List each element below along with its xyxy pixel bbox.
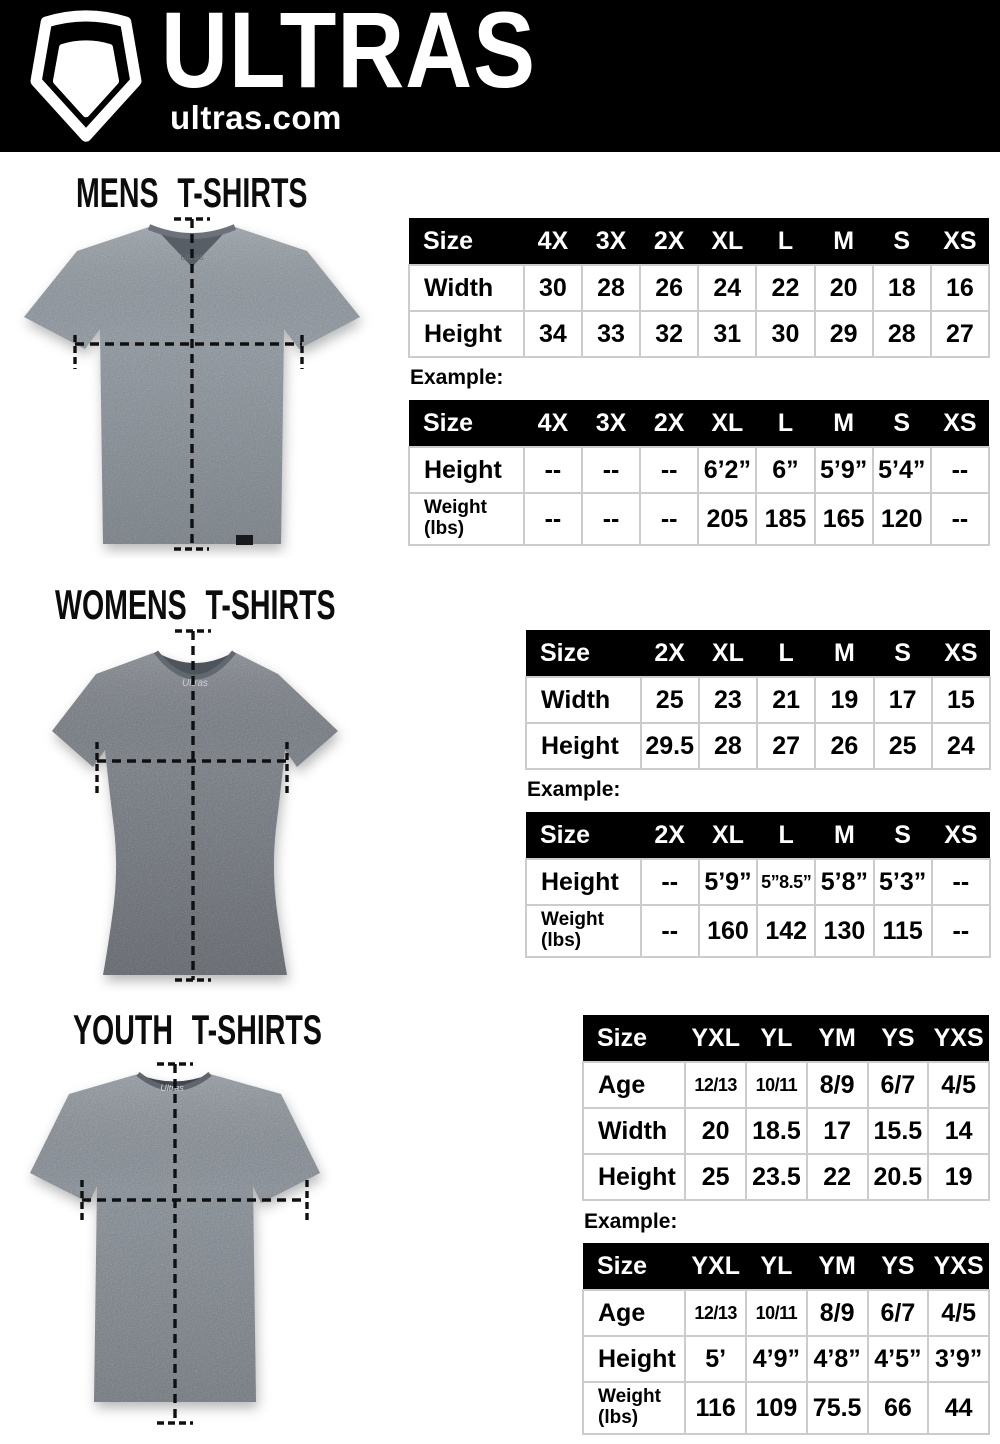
cell-value: 26 — [640, 265, 698, 311]
size-header-cell: M — [815, 218, 873, 265]
size-header-cell: L — [756, 218, 814, 265]
size-header-cell: M — [815, 400, 873, 447]
cell-value: 25 — [874, 723, 932, 769]
cell-value: 8/9 — [807, 1290, 868, 1336]
size-header-cell: 2X — [640, 218, 698, 265]
cell-value: 142 — [757, 905, 815, 957]
row-label: Width — [526, 677, 641, 723]
cell-value: 22 — [756, 265, 814, 311]
size-header-cell: XS — [931, 400, 989, 447]
cell-value: 4/5 — [928, 1062, 989, 1108]
cell-value: 16 — [931, 265, 989, 311]
cell-value: 15 — [932, 677, 990, 723]
mens-hem-tag — [236, 535, 253, 545]
ultras-shield-icon — [30, 6, 142, 144]
mens-size-table — [408, 218, 990, 358]
cell-value: 23 — [699, 677, 757, 723]
size-header-cell: 2X — [641, 812, 699, 859]
cell-value: 27 — [757, 723, 815, 769]
row-label: Weight (lbs) — [409, 493, 524, 545]
size-header-cell: XS — [932, 812, 990, 859]
cell-value: -- — [524, 493, 582, 545]
cell-value: 21 — [757, 677, 815, 723]
cell-value: 17 — [807, 1108, 868, 1154]
size-header-cell: L — [757, 812, 815, 859]
row-label: Height — [583, 1336, 685, 1382]
brand-wordmark: ULTRAS — [161, 0, 536, 110]
cell-value: 20.5 — [868, 1154, 929, 1200]
cell-value: -- — [582, 447, 640, 493]
table-row — [583, 1062, 989, 1108]
size-header-cell: S — [873, 400, 931, 447]
size-column-header: Size — [583, 1243, 685, 1290]
cell-value: -- — [931, 447, 989, 493]
cell-value: 34 — [524, 311, 582, 357]
table-row — [526, 677, 990, 723]
size-header-cell: L — [757, 630, 815, 677]
table-row — [526, 723, 990, 769]
mens-tshirt-image — [8, 213, 393, 558]
size-chart-table — [582, 1243, 990, 1435]
cell-value: 28 — [582, 265, 640, 311]
cell-value: 30 — [756, 311, 814, 357]
size-column-header: Size — [409, 218, 524, 265]
cell-value: -- — [931, 493, 989, 545]
cell-value: 30 — [524, 265, 582, 311]
cell-value: 205 — [698, 493, 756, 545]
size-column-header: Size — [583, 1015, 685, 1062]
cell-value: 4/5 — [928, 1290, 989, 1336]
youth-example-table — [582, 1243, 990, 1435]
row-label: Width — [409, 265, 524, 311]
womens-size-table — [525, 630, 991, 770]
youth-size-table — [582, 1015, 990, 1201]
table-row — [409, 311, 989, 357]
size-header-cell: XL — [698, 218, 756, 265]
table-row — [409, 447, 989, 493]
table-header-row — [583, 1243, 989, 1290]
size-header-cell: 4X — [524, 400, 582, 447]
cell-value: 8/9 — [807, 1062, 868, 1108]
womens-neck-label: Ultras — [181, 678, 209, 689]
cell-value: 5’9” — [699, 859, 757, 905]
cell-value: 5’9” — [815, 447, 873, 493]
cell-value: -- — [641, 859, 699, 905]
section-title-womens: WOMENS T-SHIRTS — [55, 581, 336, 628]
cell-value: 25 — [685, 1154, 746, 1200]
size-column-header: Size — [409, 400, 524, 447]
cell-value: 24 — [932, 723, 990, 769]
cell-value: 29 — [815, 311, 873, 357]
cell-value: 10/11 — [746, 1290, 807, 1336]
size-header-cell: YS — [868, 1243, 929, 1290]
size-header-cell: YXS — [928, 1243, 989, 1290]
cell-value: 26 — [815, 723, 873, 769]
cell-value: -- — [640, 493, 698, 545]
row-label: Weight (lbs) — [583, 1382, 685, 1434]
table-header-row — [583, 1015, 989, 1062]
cell-value: 32 — [640, 311, 698, 357]
size-header-cell: YS — [868, 1015, 929, 1062]
cell-value: 75.5 — [807, 1382, 868, 1434]
size-header-cell: YM — [807, 1015, 868, 1062]
cell-value: 115 — [874, 905, 932, 957]
size-header-cell: 2X — [640, 400, 698, 447]
size-header-cell: YXS — [928, 1015, 989, 1062]
cell-value: 44 — [928, 1382, 989, 1434]
cell-value: 19 — [815, 677, 873, 723]
size-header-cell: YXL — [685, 1015, 746, 1062]
cell-value: 185 — [756, 493, 814, 545]
table-row — [526, 905, 990, 957]
cell-value: 10/11 — [746, 1062, 807, 1108]
cell-value: 6/7 — [868, 1290, 929, 1336]
section-title-youth: YOUTH T-SHIRTS — [73, 1006, 322, 1053]
size-header-cell: S — [874, 812, 932, 859]
cell-value: 28 — [699, 723, 757, 769]
size-header-cell: YL — [746, 1243, 807, 1290]
size-chart-table — [408, 218, 990, 358]
shield-inner — [56, 44, 115, 114]
table-row — [526, 859, 990, 905]
cell-value: 130 — [815, 905, 873, 957]
size-column-header: Size — [526, 812, 641, 859]
row-label: Age — [583, 1290, 685, 1336]
cell-value: 160 — [699, 905, 757, 957]
table-row — [583, 1290, 989, 1336]
size-header-cell: S — [873, 218, 931, 265]
cell-value: 22 — [807, 1154, 868, 1200]
cell-value: -- — [932, 859, 990, 905]
youth-example-label: Example: — [584, 1210, 678, 1233]
cell-value: 5”8.5” — [757, 859, 815, 905]
table-row — [583, 1108, 989, 1154]
table-row — [583, 1336, 989, 1382]
cell-value: 4’9” — [746, 1336, 807, 1382]
size-chart-table — [525, 812, 991, 958]
cell-value: 25 — [641, 677, 699, 723]
womens-example-table — [525, 812, 991, 958]
row-label: Height — [583, 1154, 685, 1200]
size-header-cell: 3X — [582, 218, 640, 265]
cell-value: 116 — [685, 1382, 746, 1434]
cell-value: 12/13 — [685, 1290, 746, 1336]
cell-value: 14 — [928, 1108, 989, 1154]
size-header-cell: 2X — [641, 630, 699, 677]
cell-value: 5’4” — [873, 447, 931, 493]
size-header-cell: XL — [699, 812, 757, 859]
womens-tshirt-image — [40, 628, 350, 993]
youth-tshirt-image — [15, 1053, 335, 1428]
size-chart-table — [408, 400, 990, 546]
size-header-cell: XS — [932, 630, 990, 677]
cell-value: 12/13 — [685, 1062, 746, 1108]
row-label: Age — [583, 1062, 685, 1108]
cell-value: -- — [932, 905, 990, 957]
cell-value: 18.5 — [746, 1108, 807, 1154]
cell-value: 109 — [746, 1382, 807, 1434]
cell-value: 4’5” — [868, 1336, 929, 1382]
cell-value: 6” — [756, 447, 814, 493]
cell-value: 165 — [815, 493, 873, 545]
row-label: Weight (lbs) — [526, 905, 641, 957]
cell-value: -- — [640, 447, 698, 493]
cell-value: 120 — [873, 493, 931, 545]
size-header-cell: XS — [931, 218, 989, 265]
womens-shirt-shading — [52, 652, 338, 975]
mens-neck-label: Ultras — [180, 252, 204, 262]
section-title-mens: MENS T-SHIRTS — [76, 169, 308, 216]
row-label: Height — [526, 723, 641, 769]
cell-value: 20 — [685, 1108, 746, 1154]
cell-value: 31 — [698, 311, 756, 357]
cell-value: 17 — [874, 677, 932, 723]
cell-value: 29.5 — [641, 723, 699, 769]
cell-value: 20 — [815, 265, 873, 311]
table-row — [409, 265, 989, 311]
table-header-row — [409, 218, 989, 265]
cell-value: 15.5 — [868, 1108, 929, 1154]
table-header-row — [526, 812, 990, 859]
cell-value: 24 — [698, 265, 756, 311]
cell-value: -- — [641, 905, 699, 957]
cell-value: 6/7 — [868, 1062, 929, 1108]
row-label: Height — [409, 311, 524, 357]
size-header-cell: XL — [698, 400, 756, 447]
cell-value: 5’3” — [874, 859, 932, 905]
brand-domain: ultras.com — [170, 99, 342, 136]
table-row — [583, 1382, 989, 1434]
cell-value: 5’ — [685, 1336, 746, 1382]
table-header-row — [409, 400, 989, 447]
cell-value: 19 — [928, 1154, 989, 1200]
cell-value: 18 — [873, 265, 931, 311]
size-header-cell: YM — [807, 1243, 868, 1290]
size-header-cell: 3X — [582, 400, 640, 447]
table-row — [409, 493, 989, 545]
size-header-cell: S — [874, 630, 932, 677]
cell-value: 23.5 — [746, 1154, 807, 1200]
cell-value: -- — [524, 447, 582, 493]
cell-value: 6’2” — [698, 447, 756, 493]
cell-value: 33 — [582, 311, 640, 357]
size-header-cell: YXL — [685, 1243, 746, 1290]
cell-value: 28 — [873, 311, 931, 357]
size-header-cell: M — [815, 630, 873, 677]
size-header-cell: M — [815, 812, 873, 859]
size-header-cell: 4X — [524, 218, 582, 265]
cell-value: 5’8” — [815, 859, 873, 905]
size-header-cell: L — [756, 400, 814, 447]
womens-example-label: Example: — [527, 778, 621, 801]
cell-value: 66 — [868, 1382, 929, 1434]
youth-neck-label: Ultras — [160, 1083, 184, 1093]
table-header-row — [526, 630, 990, 677]
row-label: Height — [409, 447, 524, 493]
size-header-cell: YL — [746, 1015, 807, 1062]
row-label: Width — [583, 1108, 685, 1154]
table-row — [583, 1154, 989, 1200]
row-label: Height — [526, 859, 641, 905]
size-column-header: Size — [526, 630, 641, 677]
header-bar — [0, 0, 1000, 152]
size-chart-table — [525, 630, 991, 770]
size-chart-table — [582, 1015, 990, 1201]
cell-value: 3’9” — [928, 1336, 989, 1382]
mens-example-table — [408, 400, 990, 546]
mens-example-label: Example: — [410, 366, 504, 389]
cell-value: 4’8” — [807, 1336, 868, 1382]
size-header-cell: XL — [699, 630, 757, 677]
cell-value: -- — [582, 493, 640, 545]
cell-value: 27 — [931, 311, 989, 357]
